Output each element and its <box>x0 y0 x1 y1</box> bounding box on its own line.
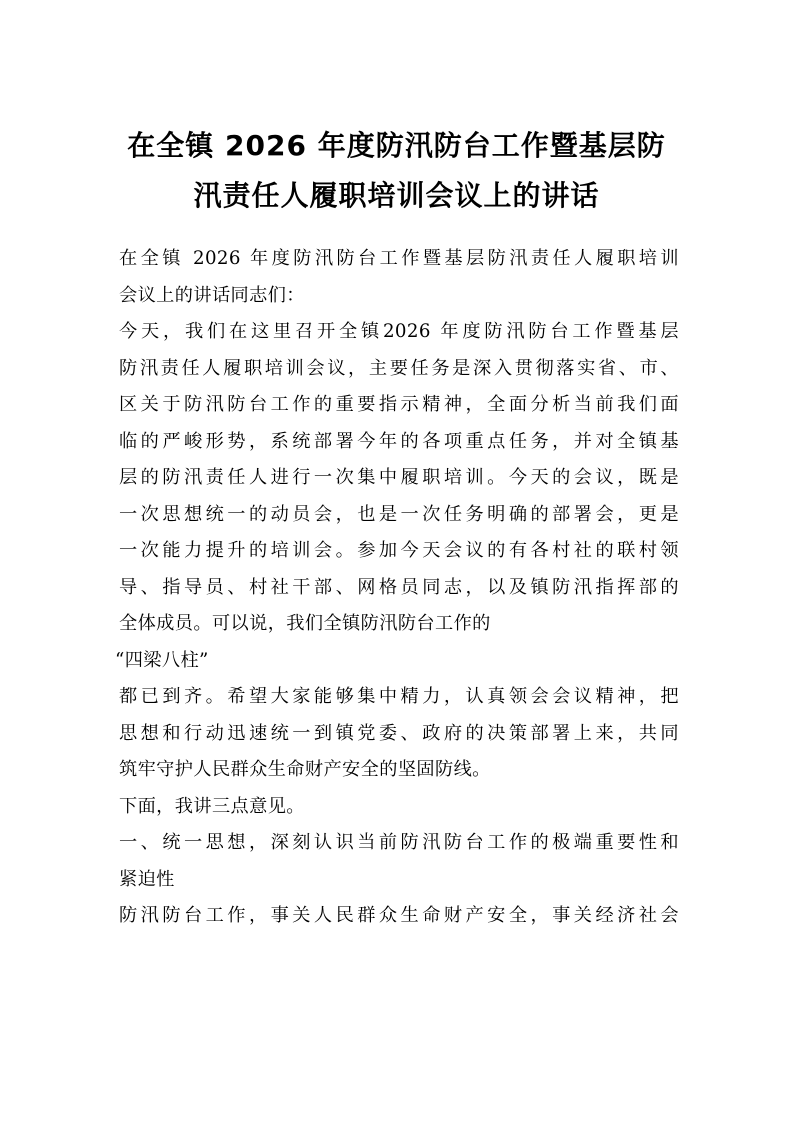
body-line: 一次能力提升的培训会。参加今天会议的有各村社的联村领 <box>119 540 679 561</box>
body-line: 全体成员。可以说，我们全镇防汛防台工作的 <box>119 613 491 634</box>
document-title <box>60 121 733 221</box>
body-line: 区关于防汛防台工作的重要指示精神，全面分析当前我们面 <box>119 394 679 415</box>
body-line-quote: “四梁八柱” <box>115 649 209 671</box>
body-line: 一次思想统一的动员会，也是一次任务明确的部署会，更是 <box>119 503 679 525</box>
body-line: 导、指导员、村社干部、网格员同志，以及镇防汛指挥部的 <box>119 576 679 598</box>
body-line: 下面，我讲三点意见。 <box>119 795 305 817</box>
document-body <box>115 241 679 935</box>
body-line: 在全镇 2026 年度防汛防台工作暨基层防汛责任人履职培训 <box>119 248 679 269</box>
body-line: 防汛责任人履职培训会议，主要任务是深入贯彻落实省、市、 <box>119 357 679 379</box>
body-line: 会议上的讲话同志们： <box>119 284 305 306</box>
section-heading-line: 一、统一思想，深刻认识当前防汛防台工作的极端重要性和 <box>119 832 679 853</box>
title-line-1: 在全镇 2026 年度防汛防台工作暨基层防 <box>127 129 666 162</box>
section-heading-line: 紧迫性 <box>119 868 175 890</box>
body-line: 都已到齐。希望大家能够集中精力，认真领会会议精神，把 <box>119 686 679 707</box>
title-line-2: 汛责任人履职培训会议上的讲话 <box>193 179 600 212</box>
body-line: 层的防汛责任人进行一次集中履职培训。今天的会议，既是 <box>119 467 679 488</box>
body-line: 筑牢守护人民群众生命财产安全的坚固防线。 <box>119 759 491 780</box>
body-line: 今天，我们在这里召开全镇2026 年度防汛防台工作暨基层 <box>119 321 679 342</box>
body-line: 临的严峻形势，系统部署今年的各项重点任务，并对全镇基 <box>119 430 679 452</box>
body-line: 防汛防台工作，事关人民群众生命财产安全，事关经济社会 <box>119 905 679 926</box>
body-line: 思想和行动迅速统一到镇党委、政府的决策部署上来，共同 <box>119 722 679 744</box>
